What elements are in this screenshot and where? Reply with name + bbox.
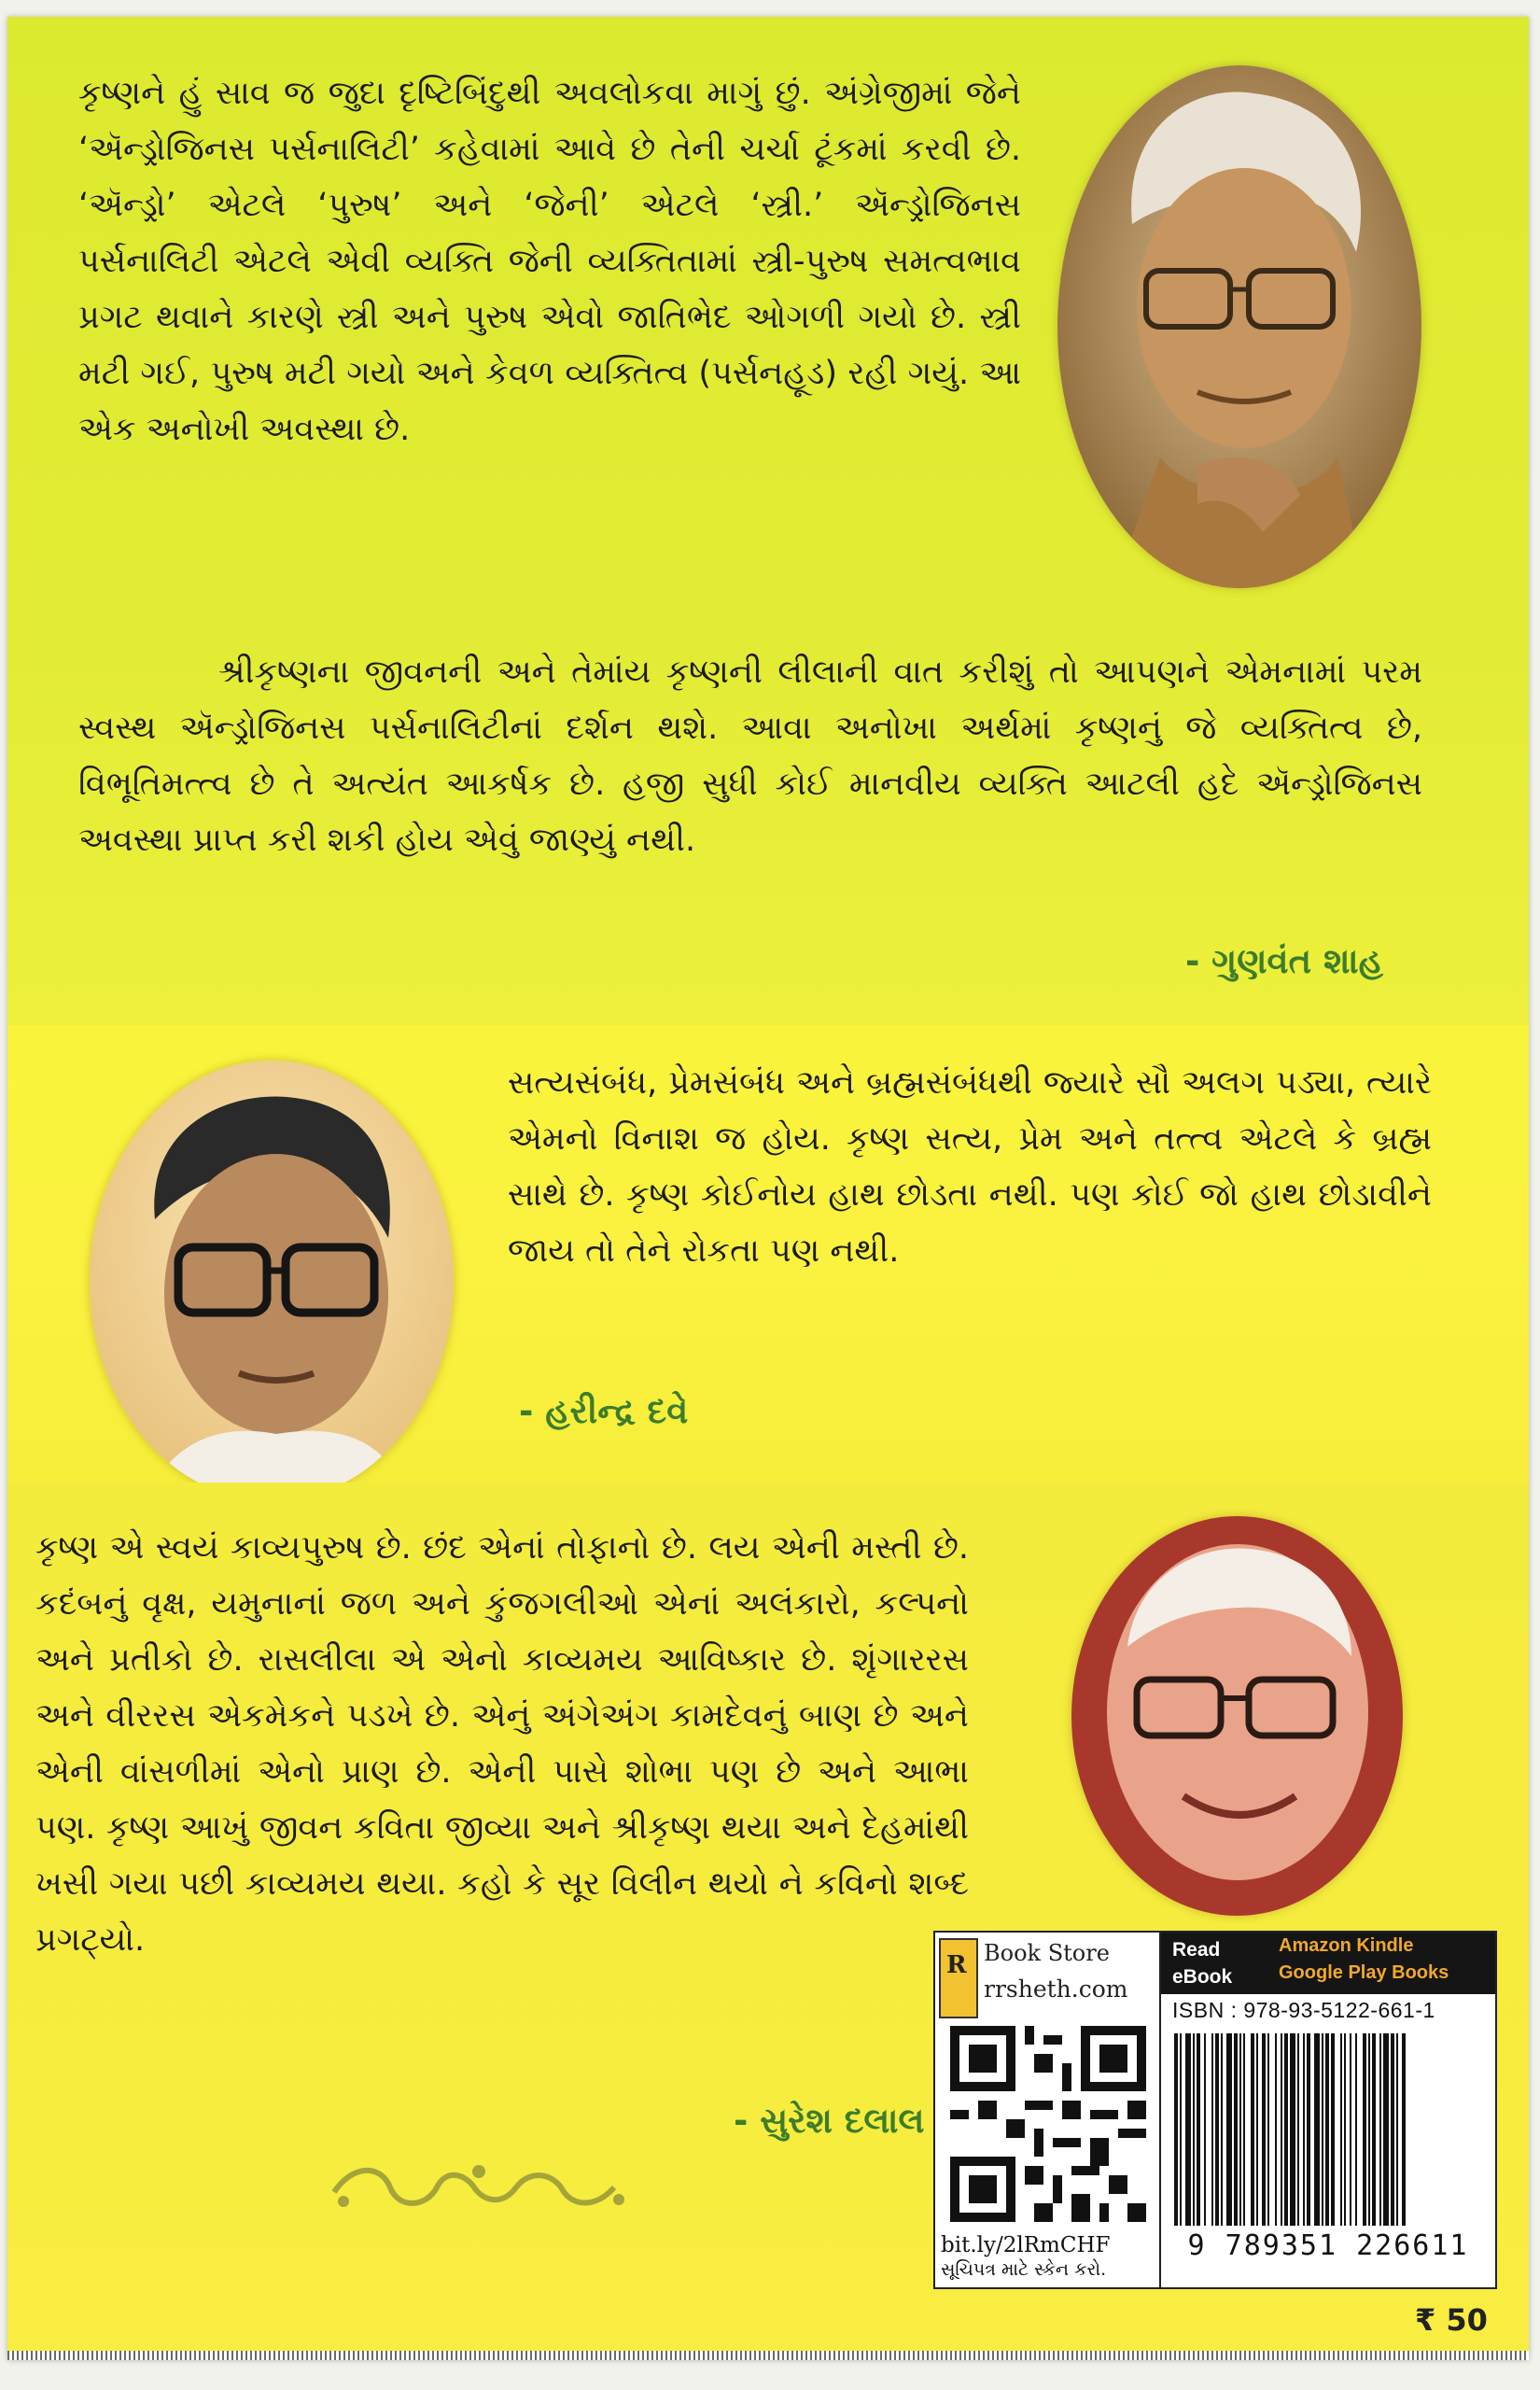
section-2-paragraph-1: સત્યસંબંધ, પ્રેમસંબંધ અને બ્રહ્મસંબંધથી જ્યારે સૌ અલગ પડ્યા, ત્યારે એમનો વિનાશ જ હોય. કૃષ્ણ સત્ય, પ્રેમ અને તત્ત્વ એટલે કે બ્રહ્મ સાથે છે. કૃષ્ણ કોઈનોય હાથ છોડતા નથી. પણ કોઈ જો હાથ છોડાવીને જાય તો તેને રોકતા પણ નથી. [508,1064,1432,1270]
bottom-rule [7,2351,1529,2360]
qr-scan-note: સૂચિપત્ર માટે સ્કેન કરો. [941,2259,1107,2280]
amazon-kindle-label: Amazon Kindle [1279,1935,1414,1956]
qr-short-url[interactable]: bit.ly/2lRmCHF [941,2233,1111,2257]
section-2-text [508,1055,1432,1279]
ebook-banner [1161,1933,1495,1994]
ornament-flourish-icon [325,2155,633,2220]
author-portrait-3 [1071,1516,1403,1916]
section-1-paragraph-2: શ્રીકૃષ્ણના જીવનની અને તેમાંય કૃષ્ણની લીલાની વાત કરીશું તો આપણને એમનામાં પરમ સ્વસ્થ ઍન્ડ્રોજિનસ પર્સનાલિટીનાં દર્શન થશે. આવા અનોખા અર્થમાં કૃષ્ણનું જે વ્યક્તિત્વ છે, વિભૂતિમત્ત્વ છે તે અત્યંત આકર્ષક છે. હજી સુધી કોઈ માનવીય વ્યક્તિ આટલી હદે ઍન્ડ્રોજિનસ અવસ્થા પ્રાપ્ત કરી શકી હોય એવું જાણ્યું નથી. [78,654,1422,859]
barcode-digits: 9 789351 226611 [1187,2229,1469,2262]
signature-gunvant-shah: - ગુણવંત શાહ [1185,941,1383,981]
signature-harindra-dave: - હરીન્દ્ર દવે [519,1391,689,1431]
author-portrait-1 [1057,65,1421,588]
section-1-text [78,65,1021,457]
store-name: Book Store [984,1940,1110,1966]
store-qr-box [933,1931,1163,2289]
back-cover [7,17,1529,2360]
google-play-books-label: Google Play Books [1279,1962,1449,1983]
section-1-paragraph-1: કૃષ્ણને હું સાવ જ જુદા દૃષ્ટિબિંદુથી અવલોકવા માગું છું. અંગ્રેજીમાં જેને ‘ઍન્ડ્રોજિનસ પર્સનાલિટી’ કહેવામાં આવે છે તેની ચર્ચા ટૂંકમાં કરવી છે. ‘ઍન્ડ્રો’ એટલે ‘પુરુષ’ અને ‘જેની’ એટલે ‘સ્ત્રી.’ ઍન્ડ્રોજિનસ પર્સનાલિટી એટલે એવી વ્યક્તિ જેની વ્યક્તિતામાં સ્ત્રી-પુરુષ સમત્વભાવ પ્રગટ થવાને કારણે સ્ત્રી અને પુરુષ એવો જાતિભેદ ઓગળી ગયો છે. સ્ત્રી મટી ગઈ, પુરુષ મટી ગયો અને કેવળ વ્યક્તિત્વ (પર્સનહૂડ) રહી ગયું. આ એક અનોખી અવસ્થા છે. [78,75,1021,448]
section-3-paragraph-1: કૃષ્ણ એ સ્વયં કાવ્યપુરુષ છે. છંદ એનાં તોફાનો છે. લય એની મસ્તી છે. કદંબનું વૃક્ષ, યમુનાનાં જળ અને કુંજગલીઓ એનાં અલંકારો, કલ્પનો અને પ્રતીકો છે. રાસલીલા એ એનો કાવ્યમય આવિષ્કાર છે. શૃંગારરસ અને વીરરસ એકમેકને પડખે છે. એનું અંગેઅંગ કામદેવનું બાણ છે અને એની વાંસળીમાં એનો પ્રાણ છે. એની પાસે શોભા પણ છે અને આભા પણ. કૃષ્ણ આખું જીવન કવિતા જીવ્યા અને શ્રીકૃષ્ણ થયા અને દેહમાંથી ખસી ગયા પછી કાવ્યમય થયા. કહો કે સૂર વિલીન થયો ને કવિનો શબ્દ પ્રગટ્યો. [35,1529,969,1959]
price-label: ₹ 50 [1415,2302,1488,2338]
signature-suresh-dalal: - સુરેશ દલાલ [734,2101,925,2141]
store-website[interactable]: rrsheth.com [984,1975,1128,2003]
qr-code-icon[interactable] [950,2026,1146,2222]
section-1-text-continued [78,644,1422,868]
isbn-barcode-box [1159,1931,1497,2289]
barcode-icon [1172,2033,1484,2226]
author-portrait-2 [90,1061,454,1501]
read-ebook-label: Read eBook [1172,1939,1233,1988]
store-logo-icon: R [939,1938,978,2018]
isbn-text: ISBN : 978-93-5122-661-1 [1172,1998,1435,2022]
section-3-text [35,1520,969,1968]
